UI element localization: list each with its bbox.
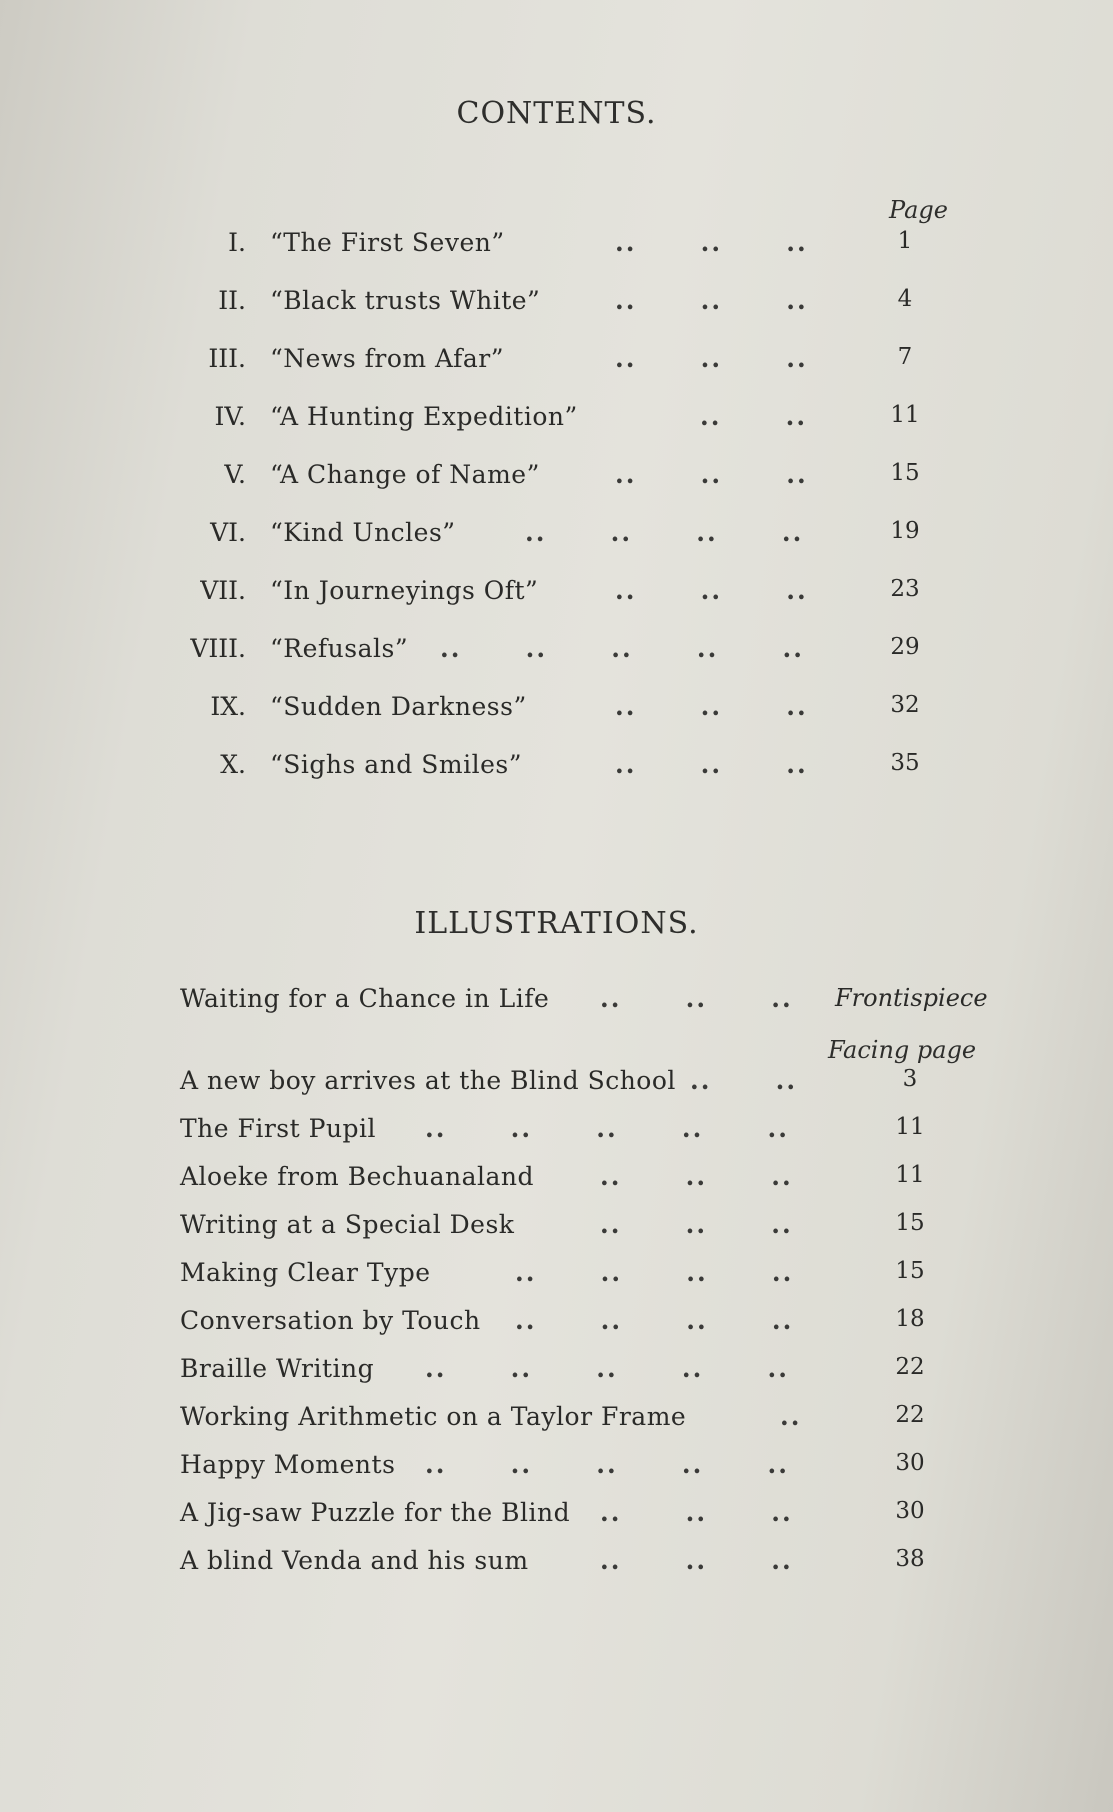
chapter-page-number: 7	[897, 344, 913, 370]
dot-leader: ..	[780, 1402, 802, 1431]
chapter-title: “A Change of Name”	[270, 460, 540, 489]
dot-leader: .. .. .. .. ..	[425, 1354, 789, 1383]
dot-leader: .. .. ..	[615, 692, 808, 721]
illustration-page-number: 18	[895, 1306, 925, 1332]
illustration-page-number: 15	[895, 1210, 925, 1236]
illustration-title: Writing at a Special Desk	[180, 1210, 515, 1239]
facing-page-header: Facing page	[828, 1036, 977, 1064]
dot-leader: .. .. ..	[600, 984, 793, 1013]
chapter-row	[0, 286, 1113, 326]
frontispiece-label: Frontispiece	[835, 984, 988, 1012]
illustration-page-number: 30	[895, 1450, 925, 1476]
chapter-page-number: 4	[897, 286, 913, 312]
illustration-title: Aloeke from Bechuanaland	[180, 1162, 534, 1191]
illustration-row	[0, 1210, 1113, 1250]
chapter-title: “Sudden Darkness”	[270, 692, 527, 721]
chapter-number: II.	[218, 286, 246, 315]
chapter-page-number: 32	[890, 692, 920, 718]
contents-heading: CONTENTS.	[456, 96, 657, 131]
illustration-page-number: 22	[895, 1354, 925, 1380]
chapter-page-number: 11	[890, 402, 920, 428]
chapter-title: “Sighs and Smiles”	[270, 750, 522, 779]
illustration-title: Happy Moments	[180, 1450, 396, 1479]
illustration-row	[0, 1354, 1113, 1394]
illustration-title: The First Pupil	[180, 1114, 377, 1143]
chapter-row	[0, 576, 1113, 616]
chapter-page-number: 35	[890, 750, 920, 776]
chapter-page-number: 29	[890, 634, 920, 660]
chapter-number: VIII.	[190, 634, 246, 663]
chapter-number: V.	[224, 460, 246, 489]
illustration-row	[0, 1546, 1113, 1586]
chapter-title: “News from Afar”	[270, 344, 505, 373]
chapter-number: IV.	[214, 402, 246, 431]
illustration-row	[0, 1498, 1113, 1538]
dot-leader: .. .. .. .. ..	[425, 1450, 789, 1479]
dot-leader: .. ..	[690, 1066, 798, 1095]
chapter-row	[0, 402, 1113, 442]
illustration-row	[0, 1114, 1113, 1154]
dot-leader: .. .. .. ..	[515, 1306, 794, 1335]
chapter-page-number: 15	[890, 460, 920, 486]
chapter-number: VII.	[200, 576, 246, 605]
dot-leader: .. .. ..	[600, 1546, 793, 1575]
illustration-page-number: 38	[895, 1546, 925, 1572]
dot-leader: .. .. ..	[600, 1162, 793, 1191]
chapter-title: “In Journeyings Oft”	[270, 576, 539, 605]
dot-leader: .. .. ..	[615, 286, 808, 315]
illustrations-heading: ILLUSTRATIONS.	[414, 906, 699, 941]
chapter-title: “Kind Uncles”	[270, 518, 456, 547]
chapter-title: “Refusals”	[270, 634, 409, 663]
chapter-number: X.	[220, 750, 246, 779]
chapter-number: IX.	[210, 692, 246, 721]
illustration-page-number: 11	[895, 1114, 925, 1140]
chapter-row	[0, 750, 1113, 790]
illustration-title: A new boy arrives at the Blind School	[180, 1066, 676, 1095]
chapter-row	[0, 692, 1113, 732]
dot-leader: .. .. .. .. ..	[440, 634, 804, 663]
illustration-title: Conversation by Touch	[180, 1306, 481, 1335]
illustration-title: Making Clear Type	[180, 1258, 431, 1287]
illustration-page-number: 11	[895, 1162, 925, 1188]
chapter-page-number: 1	[897, 228, 913, 254]
illustration-title: Waiting for a Chance in Life	[180, 984, 550, 1013]
illustration-row	[0, 1450, 1113, 1490]
dot-leader: .. ..	[700, 402, 808, 431]
illustration-page-number: 30	[895, 1498, 925, 1524]
illustration-row	[0, 1306, 1113, 1346]
illustration-title: A Jig-saw Puzzle for the Blind	[180, 1498, 571, 1527]
chapter-number: I.	[228, 228, 246, 257]
chapter-page-number: 23	[890, 576, 920, 602]
illustration-row	[0, 1066, 1113, 1106]
page-column-header: Page	[889, 196, 948, 224]
chapter-number: VI.	[210, 518, 246, 547]
chapter-title: “The First Seven”	[270, 228, 505, 257]
chapter-row	[0, 634, 1113, 674]
dot-leader: .. .. .. ..	[515, 1258, 794, 1287]
dot-leader: .. .. ..	[600, 1498, 793, 1527]
chapter-title: “A Hunting Expedition”	[270, 402, 578, 431]
dot-leader: .. .. .. .. ..	[425, 1114, 789, 1143]
dot-leader: .. .. ..	[600, 1210, 793, 1239]
dot-leader: .. .. ..	[615, 750, 808, 779]
illustration-row	[0, 1402, 1113, 1442]
chapter-row	[0, 228, 1113, 268]
chapter-number: III.	[208, 344, 246, 373]
illustration-title: Working Arithmetic on a Taylor Frame	[180, 1402, 687, 1431]
dot-leader: .. .. ..	[615, 460, 808, 489]
illustration-page-number: 3	[902, 1066, 918, 1092]
chapter-row	[0, 518, 1113, 558]
illustration-title: Braille Writing	[180, 1354, 375, 1383]
illustration-page-number: 22	[895, 1402, 925, 1428]
illustration-row	[0, 1162, 1113, 1202]
frontispiece-row	[0, 984, 1113, 1024]
dot-leader: .. .. .. ..	[525, 518, 804, 547]
chapter-page-number: 19	[890, 518, 920, 544]
dot-leader: .. .. ..	[615, 344, 808, 373]
illustration-title: A blind Venda and his sum	[180, 1546, 529, 1575]
illustration-row	[0, 1258, 1113, 1298]
illustration-page-number: 15	[895, 1258, 925, 1284]
chapter-row	[0, 460, 1113, 500]
chapter-row	[0, 344, 1113, 384]
chapter-title: “Black trusts White”	[270, 286, 541, 315]
dot-leader: .. .. ..	[615, 576, 808, 605]
dot-leader: .. .. ..	[615, 228, 808, 257]
